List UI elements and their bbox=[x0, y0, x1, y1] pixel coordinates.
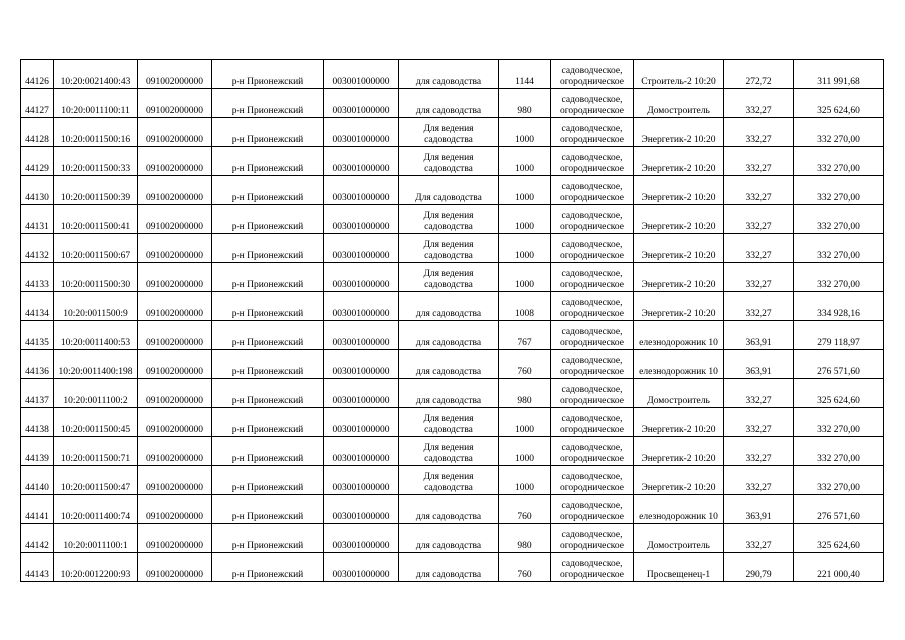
permitted-use-cell bbox=[399, 60, 499, 89]
unit-rate-cell: 332,27 bbox=[724, 234, 794, 263]
unit-rate-cell: 332,27 bbox=[724, 118, 794, 147]
area-value-cell: 980 bbox=[499, 379, 551, 408]
district-name-cell: р-н Прионежский bbox=[212, 89, 324, 118]
unit-rate-cell: 363,91 bbox=[724, 321, 794, 350]
cadastral-value-cell: 279 118,97 bbox=[794, 321, 884, 350]
land-category-line: садоводческое, bbox=[561, 298, 623, 308]
cadastral-value-cell: 325 624,60 bbox=[794, 524, 884, 553]
permitted-use-cell bbox=[399, 234, 499, 263]
unit-rate-cell: 363,91 bbox=[724, 495, 794, 524]
permitted-use-line: Для ведения bbox=[423, 124, 474, 134]
permitted-use-line: для садоводства bbox=[415, 396, 482, 406]
area-value-cell: 1000 bbox=[499, 147, 551, 176]
land-category-line: садоводческое, bbox=[561, 530, 623, 540]
okato-code-cell: 091002000000 bbox=[138, 495, 212, 524]
permitted-use-line: садоводства bbox=[424, 483, 473, 493]
table-row bbox=[21, 60, 884, 89]
table-row bbox=[21, 466, 884, 495]
table-row bbox=[21, 89, 884, 118]
oktmo-code-cell: 003001000000 bbox=[324, 234, 399, 263]
land-category-line: садоводческое, bbox=[561, 182, 623, 192]
land-category-line: садоводческое, bbox=[561, 66, 623, 76]
location-name-cell: Энергетик-2 10:20 bbox=[634, 147, 724, 176]
land-category-line: садоводческое, bbox=[561, 240, 623, 250]
land-category-line: огородническое bbox=[559, 135, 625, 145]
permitted-use-cell bbox=[399, 408, 499, 437]
permitted-use-cell bbox=[399, 553, 499, 582]
oktmo-code-cell: 003001000000 bbox=[324, 60, 399, 89]
cadastral-value-cell: 311 991,68 bbox=[794, 60, 884, 89]
cadastral-number-cell: 10:20:0011400:74 bbox=[54, 495, 138, 524]
land-category-cell bbox=[551, 205, 634, 234]
permitted-use-cell bbox=[399, 466, 499, 495]
cadastral-number-cell: 10:20:0011500:16 bbox=[54, 118, 138, 147]
unit-rate-cell: 332,27 bbox=[724, 205, 794, 234]
land-category-cell bbox=[551, 89, 634, 118]
permitted-use-cell bbox=[399, 176, 499, 205]
district-name-cell: р-н Прионежский bbox=[212, 234, 324, 263]
okato-code-cell: 091002000000 bbox=[138, 234, 212, 263]
area-value-cell: 1000 bbox=[499, 118, 551, 147]
cadastral-value-cell: 276 571,60 bbox=[794, 350, 884, 379]
okato-code-cell: 091002000000 bbox=[138, 205, 212, 234]
land-category-line: огородническое bbox=[559, 483, 625, 493]
location-name-cell: Просвещенец-1 bbox=[634, 553, 724, 582]
table-row bbox=[21, 379, 884, 408]
area-value-cell: 760 bbox=[499, 350, 551, 379]
table-row bbox=[21, 321, 884, 350]
land-category-line: садоводческое, bbox=[561, 443, 623, 453]
row-number-cell: 44129 bbox=[21, 147, 54, 176]
land-category-line: садоводческое, bbox=[561, 501, 623, 511]
okato-code-cell: 091002000000 bbox=[138, 350, 212, 379]
land-category-line: огородническое bbox=[559, 367, 625, 377]
unit-rate-cell: 332,27 bbox=[724, 263, 794, 292]
unit-rate-cell: 363,91 bbox=[724, 350, 794, 379]
table-row bbox=[21, 350, 884, 379]
okato-code-cell: 091002000000 bbox=[138, 466, 212, 495]
location-name-cell: Домостроитель bbox=[634, 89, 724, 118]
land-category-cell bbox=[551, 466, 634, 495]
land-category-line: садоводческое, bbox=[561, 124, 623, 134]
land-category-cell bbox=[551, 118, 634, 147]
area-value-cell: 760 bbox=[499, 495, 551, 524]
district-name-cell: р-н Прионежский bbox=[212, 379, 324, 408]
land-category-line: садоводческое, bbox=[561, 211, 623, 221]
oktmo-code-cell: 003001000000 bbox=[324, 118, 399, 147]
cadastral-value-cell: 332 270,00 bbox=[794, 437, 884, 466]
okato-code-cell: 091002000000 bbox=[138, 524, 212, 553]
unit-rate-cell: 332,27 bbox=[724, 176, 794, 205]
land-category-line: садоводческое, bbox=[561, 559, 623, 569]
land-category-line: огородническое bbox=[559, 193, 625, 203]
row-number-cell: 44134 bbox=[21, 292, 54, 321]
land-category-line: огородническое bbox=[559, 570, 625, 580]
table-row bbox=[21, 118, 884, 147]
okato-code-cell: 091002000000 bbox=[138, 379, 212, 408]
land-category-cell bbox=[551, 176, 634, 205]
land-category-line: огородническое bbox=[559, 338, 625, 348]
row-number-cell: 44131 bbox=[21, 205, 54, 234]
table-row bbox=[21, 437, 884, 466]
okato-code-cell: 091002000000 bbox=[138, 60, 212, 89]
table-row bbox=[21, 408, 884, 437]
oktmo-code-cell: 003001000000 bbox=[324, 263, 399, 292]
permitted-use-line: садоводства bbox=[424, 135, 473, 145]
land-category-line: огородническое bbox=[559, 251, 625, 261]
row-number-cell: 44127 bbox=[21, 89, 54, 118]
cadastral-value-cell: 221 000,40 bbox=[794, 553, 884, 582]
land-category-line: огородническое bbox=[559, 309, 625, 319]
area-value-cell: 1000 bbox=[499, 263, 551, 292]
cadastral-number-cell: 10:20:0011500:71 bbox=[54, 437, 138, 466]
row-number-cell: 44138 bbox=[21, 408, 54, 437]
district-name-cell: р-н Прионежский bbox=[212, 437, 324, 466]
oktmo-code-cell: 003001000000 bbox=[324, 176, 399, 205]
cadastral-value-cell: 332 270,00 bbox=[794, 176, 884, 205]
district-name-cell: р-н Прионежский bbox=[212, 205, 324, 234]
cadastral-number-cell: 10:20:0011500:67 bbox=[54, 234, 138, 263]
table-row bbox=[21, 147, 884, 176]
permitted-use-cell bbox=[399, 118, 499, 147]
location-name-cell: Домостроитель bbox=[634, 524, 724, 553]
cadastral-value-cell: 332 270,00 bbox=[794, 234, 884, 263]
cadastral-value-cell: 332 270,00 bbox=[794, 466, 884, 495]
district-name-cell: р-н Прионежский bbox=[212, 147, 324, 176]
cadastral-value-cell: 276 571,60 bbox=[794, 495, 884, 524]
cadastral-number-cell: 10:20:0011500:41 bbox=[54, 205, 138, 234]
permitted-use-line: Для садоводства bbox=[415, 193, 482, 203]
cadastral-value-cell: 325 624,60 bbox=[794, 89, 884, 118]
permitted-use-line: садоводства bbox=[424, 280, 473, 290]
cadastral-value-cell: 334 928,16 bbox=[794, 292, 884, 321]
row-number-cell: 44142 bbox=[21, 524, 54, 553]
cadastral-number-cell: 10:20:0011100:2 bbox=[54, 379, 138, 408]
oktmo-code-cell: 003001000000 bbox=[324, 89, 399, 118]
location-name-cell: Энергетик-2 10:20 bbox=[634, 118, 724, 147]
row-number-cell: 44141 bbox=[21, 495, 54, 524]
row-number-cell: 44139 bbox=[21, 437, 54, 466]
area-value-cell: 980 bbox=[499, 89, 551, 118]
land-category-cell bbox=[551, 524, 634, 553]
land-category-line: огородническое bbox=[559, 164, 625, 174]
land-category-line: садоводческое, bbox=[561, 153, 623, 163]
permitted-use-line: садоводства bbox=[424, 425, 473, 435]
district-name-cell: р-н Прионежский bbox=[212, 553, 324, 582]
district-name-cell: р-н Прионежский bbox=[212, 321, 324, 350]
land-category-cell bbox=[551, 350, 634, 379]
permitted-use-line: для садоводства bbox=[415, 512, 482, 522]
permitted-use-line: для садоводства bbox=[415, 570, 482, 580]
land-category-cell bbox=[551, 495, 634, 524]
permitted-use-line: садоводства bbox=[424, 251, 473, 261]
land-category-cell bbox=[551, 263, 634, 292]
cadastral-number-cell: 10:20:0012200:93 bbox=[54, 553, 138, 582]
district-name-cell: р-н Прионежский bbox=[212, 408, 324, 437]
location-name-cell: Энергетик-2 10:20 bbox=[634, 292, 724, 321]
district-name-cell: р-н Прионежский bbox=[212, 466, 324, 495]
unit-rate-cell: 332,27 bbox=[724, 379, 794, 408]
land-category-line: садоводческое, bbox=[561, 385, 623, 395]
permitted-use-cell bbox=[399, 89, 499, 118]
okato-code-cell: 091002000000 bbox=[138, 408, 212, 437]
permitted-use-line: для садоводства bbox=[415, 106, 482, 116]
area-value-cell: 980 bbox=[499, 524, 551, 553]
unit-rate-cell: 332,27 bbox=[724, 408, 794, 437]
area-value-cell: 1000 bbox=[499, 437, 551, 466]
cadastral-value-cell: 332 270,00 bbox=[794, 147, 884, 176]
land-category-line: садоводческое, bbox=[561, 269, 623, 279]
cadastral-value-cell: 332 270,00 bbox=[794, 118, 884, 147]
area-value-cell: 1000 bbox=[499, 205, 551, 234]
location-name-cell: Строитель-2 10:20 bbox=[634, 60, 724, 89]
land-category-line: садоводческое, bbox=[561, 414, 623, 424]
land-category-line: садоводческое, bbox=[561, 472, 623, 482]
okato-code-cell: 091002000000 bbox=[138, 553, 212, 582]
cadastral-number-cell: 10:20:0011500:47 bbox=[54, 466, 138, 495]
permitted-use-line: садоводства bbox=[424, 164, 473, 174]
unit-rate-cell: 290,79 bbox=[724, 553, 794, 582]
oktmo-code-cell: 003001000000 bbox=[324, 350, 399, 379]
permitted-use-line: для садоводства bbox=[415, 77, 482, 87]
unit-rate-cell: 272,72 bbox=[724, 60, 794, 89]
area-value-cell: 767 bbox=[499, 321, 551, 350]
land-category-line: садоводческое, bbox=[561, 327, 623, 337]
unit-rate-cell: 332,27 bbox=[724, 89, 794, 118]
area-value-cell: 1000 bbox=[499, 466, 551, 495]
cadastral-number-cell: 10:20:0011500:45 bbox=[54, 408, 138, 437]
unit-rate-cell: 332,27 bbox=[724, 437, 794, 466]
land-category-line: огородническое bbox=[559, 280, 625, 290]
permitted-use-line: для садоводства bbox=[415, 338, 482, 348]
table-row bbox=[21, 524, 884, 553]
district-name-cell: р-н Прионежский bbox=[212, 176, 324, 205]
table-row bbox=[21, 292, 884, 321]
permitted-use-cell bbox=[399, 147, 499, 176]
area-value-cell: 1000 bbox=[499, 408, 551, 437]
table-row bbox=[21, 176, 884, 205]
okato-code-cell: 091002000000 bbox=[138, 263, 212, 292]
table-row bbox=[21, 263, 884, 292]
land-category-line: огородническое bbox=[559, 512, 625, 522]
area-value-cell: 1008 bbox=[499, 292, 551, 321]
permitted-use-cell bbox=[399, 524, 499, 553]
row-number-cell: 44133 bbox=[21, 263, 54, 292]
land-category-cell bbox=[551, 234, 634, 263]
land-registry-table bbox=[20, 59, 884, 582]
land-category-line: огородническое bbox=[559, 454, 625, 464]
okato-code-cell: 091002000000 bbox=[138, 118, 212, 147]
row-number-cell: 44135 bbox=[21, 321, 54, 350]
oktmo-code-cell: 003001000000 bbox=[324, 408, 399, 437]
permitted-use-cell bbox=[399, 321, 499, 350]
district-name-cell: р-н Прионежский bbox=[212, 118, 324, 147]
land-category-cell bbox=[551, 321, 634, 350]
oktmo-code-cell: 003001000000 bbox=[324, 495, 399, 524]
table-row bbox=[21, 205, 884, 234]
district-name-cell: р-н Прионежский bbox=[212, 263, 324, 292]
okato-code-cell: 091002000000 bbox=[138, 437, 212, 466]
okato-code-cell: 091002000000 bbox=[138, 321, 212, 350]
location-name-cell: Энергетик-2 10:20 bbox=[634, 234, 724, 263]
land-category-cell bbox=[551, 437, 634, 466]
unit-rate-cell: 332,27 bbox=[724, 147, 794, 176]
okato-code-cell: 091002000000 bbox=[138, 292, 212, 321]
permitted-use-line: Для ведения bbox=[423, 443, 474, 453]
row-number-cell: 44137 bbox=[21, 379, 54, 408]
oktmo-code-cell: 003001000000 bbox=[324, 205, 399, 234]
permitted-use-line: Для ведения bbox=[423, 211, 474, 221]
location-name-cell: Домостроитель bbox=[634, 379, 724, 408]
permitted-use-cell bbox=[399, 263, 499, 292]
row-number-cell: 44132 bbox=[21, 234, 54, 263]
row-number-cell: 44126 bbox=[21, 60, 54, 89]
location-name-cell: Энергетик-2 10:20 bbox=[634, 437, 724, 466]
cadastral-value-cell: 332 270,00 bbox=[794, 205, 884, 234]
oktmo-code-cell: 003001000000 bbox=[324, 524, 399, 553]
land-category-line: садоводческое, bbox=[561, 356, 623, 366]
land-category-line: огородническое bbox=[559, 541, 625, 551]
permitted-use-line: для садоводства bbox=[415, 541, 482, 551]
cadastral-number-cell: 10:20:0011400:53 bbox=[54, 321, 138, 350]
cadastral-number-cell: 10:20:0011400:198 bbox=[54, 350, 138, 379]
permitted-use-line: садоводства bbox=[424, 222, 473, 232]
district-name-cell: р-н Прионежский bbox=[212, 524, 324, 553]
district-name-cell: р-н Прионежский bbox=[212, 292, 324, 321]
row-number-cell: 44136 bbox=[21, 350, 54, 379]
permitted-use-cell bbox=[399, 379, 499, 408]
land-category-line: огородническое bbox=[559, 77, 625, 87]
cadastral-number-cell: 10:20:0021400:43 bbox=[54, 60, 138, 89]
cadastral-number-cell: 10:20:0011500:33 bbox=[54, 147, 138, 176]
land-category-cell bbox=[551, 553, 634, 582]
cadastral-number-cell: 10:20:0011100:11 bbox=[54, 89, 138, 118]
land-category-cell bbox=[551, 408, 634, 437]
permitted-use-line: Для ведения bbox=[423, 472, 474, 482]
permitted-use-line: садоводства bbox=[424, 454, 473, 464]
location-name-cell: Энергетик-2 10:20 bbox=[634, 466, 724, 495]
permitted-use-line: Для ведения bbox=[423, 269, 474, 279]
okato-code-cell: 091002000000 bbox=[138, 89, 212, 118]
location-name-cell: Энергетик-2 10:20 bbox=[634, 205, 724, 234]
location-name-cell: Энергетик-2 10:20 bbox=[634, 263, 724, 292]
permitted-use-line: Для ведения bbox=[423, 240, 474, 250]
row-number-cell: 44143 bbox=[21, 553, 54, 582]
location-name-cell: Энергетик-2 10:20 bbox=[634, 408, 724, 437]
table-row bbox=[21, 234, 884, 263]
land-category-line: огородническое bbox=[559, 106, 625, 116]
row-number-cell: 44140 bbox=[21, 466, 54, 495]
area-value-cell: 760 bbox=[499, 553, 551, 582]
land-category-cell bbox=[551, 147, 634, 176]
permitted-use-cell bbox=[399, 292, 499, 321]
cadastral-number-cell: 10:20:0011500:39 bbox=[54, 176, 138, 205]
cadastral-number-cell: 10:20:0011100:1 bbox=[54, 524, 138, 553]
unit-rate-cell: 332,27 bbox=[724, 292, 794, 321]
permitted-use-line: для садоводства bbox=[415, 309, 482, 319]
table-body bbox=[21, 60, 884, 582]
location-name-cell: елезнодорожник 10 bbox=[634, 495, 724, 524]
row-number-cell: 44130 bbox=[21, 176, 54, 205]
land-category-line: огородническое bbox=[559, 396, 625, 406]
oktmo-code-cell: 003001000000 bbox=[324, 147, 399, 176]
oktmo-code-cell: 003001000000 bbox=[324, 321, 399, 350]
cadastral-number-cell: 10:20:0011500:9 bbox=[54, 292, 138, 321]
oktmo-code-cell: 003001000000 bbox=[324, 553, 399, 582]
cadastral-value-cell: 332 270,00 bbox=[794, 408, 884, 437]
area-value-cell: 1144 bbox=[499, 60, 551, 89]
permitted-use-cell bbox=[399, 205, 499, 234]
land-category-cell bbox=[551, 292, 634, 321]
oktmo-code-cell: 003001000000 bbox=[324, 466, 399, 495]
district-name-cell: р-н Прионежский bbox=[212, 60, 324, 89]
permitted-use-line: Для ведения bbox=[423, 414, 474, 424]
oktmo-code-cell: 003001000000 bbox=[324, 379, 399, 408]
unit-rate-cell: 332,27 bbox=[724, 524, 794, 553]
land-category-line: огородническое bbox=[559, 222, 625, 232]
land-category-line: садоводческое, bbox=[561, 95, 623, 105]
unit-rate-cell: 332,27 bbox=[724, 466, 794, 495]
table-row bbox=[21, 553, 884, 582]
cadastral-value-cell: 332 270,00 bbox=[794, 263, 884, 292]
area-value-cell: 1000 bbox=[499, 176, 551, 205]
location-name-cell: Энергетик-2 10:20 bbox=[634, 176, 724, 205]
location-name-cell: елезнодорожник 10 bbox=[634, 350, 724, 379]
oktmo-code-cell: 003001000000 bbox=[324, 437, 399, 466]
district-name-cell: р-н Прионежский bbox=[212, 495, 324, 524]
permitted-use-line: Для ведения bbox=[423, 153, 474, 163]
land-category-cell bbox=[551, 60, 634, 89]
okato-code-cell: 091002000000 bbox=[138, 176, 212, 205]
permitted-use-cell bbox=[399, 350, 499, 379]
land-category-line: огородническое bbox=[559, 425, 625, 435]
area-value-cell: 1000 bbox=[499, 234, 551, 263]
cadastral-value-cell: 325 624,60 bbox=[794, 379, 884, 408]
permitted-use-line: для садоводства bbox=[415, 367, 482, 377]
oktmo-code-cell: 003001000000 bbox=[324, 292, 399, 321]
table-row bbox=[21, 495, 884, 524]
district-name-cell: р-н Прионежский bbox=[212, 350, 324, 379]
permitted-use-cell bbox=[399, 495, 499, 524]
okato-code-cell: 091002000000 bbox=[138, 147, 212, 176]
permitted-use-cell bbox=[399, 437, 499, 466]
row-number-cell: 44128 bbox=[21, 118, 54, 147]
land-category-cell bbox=[551, 379, 634, 408]
location-name-cell: елезнодорожник 10 bbox=[634, 321, 724, 350]
cadastral-number-cell: 10:20:0011500:30 bbox=[54, 263, 138, 292]
